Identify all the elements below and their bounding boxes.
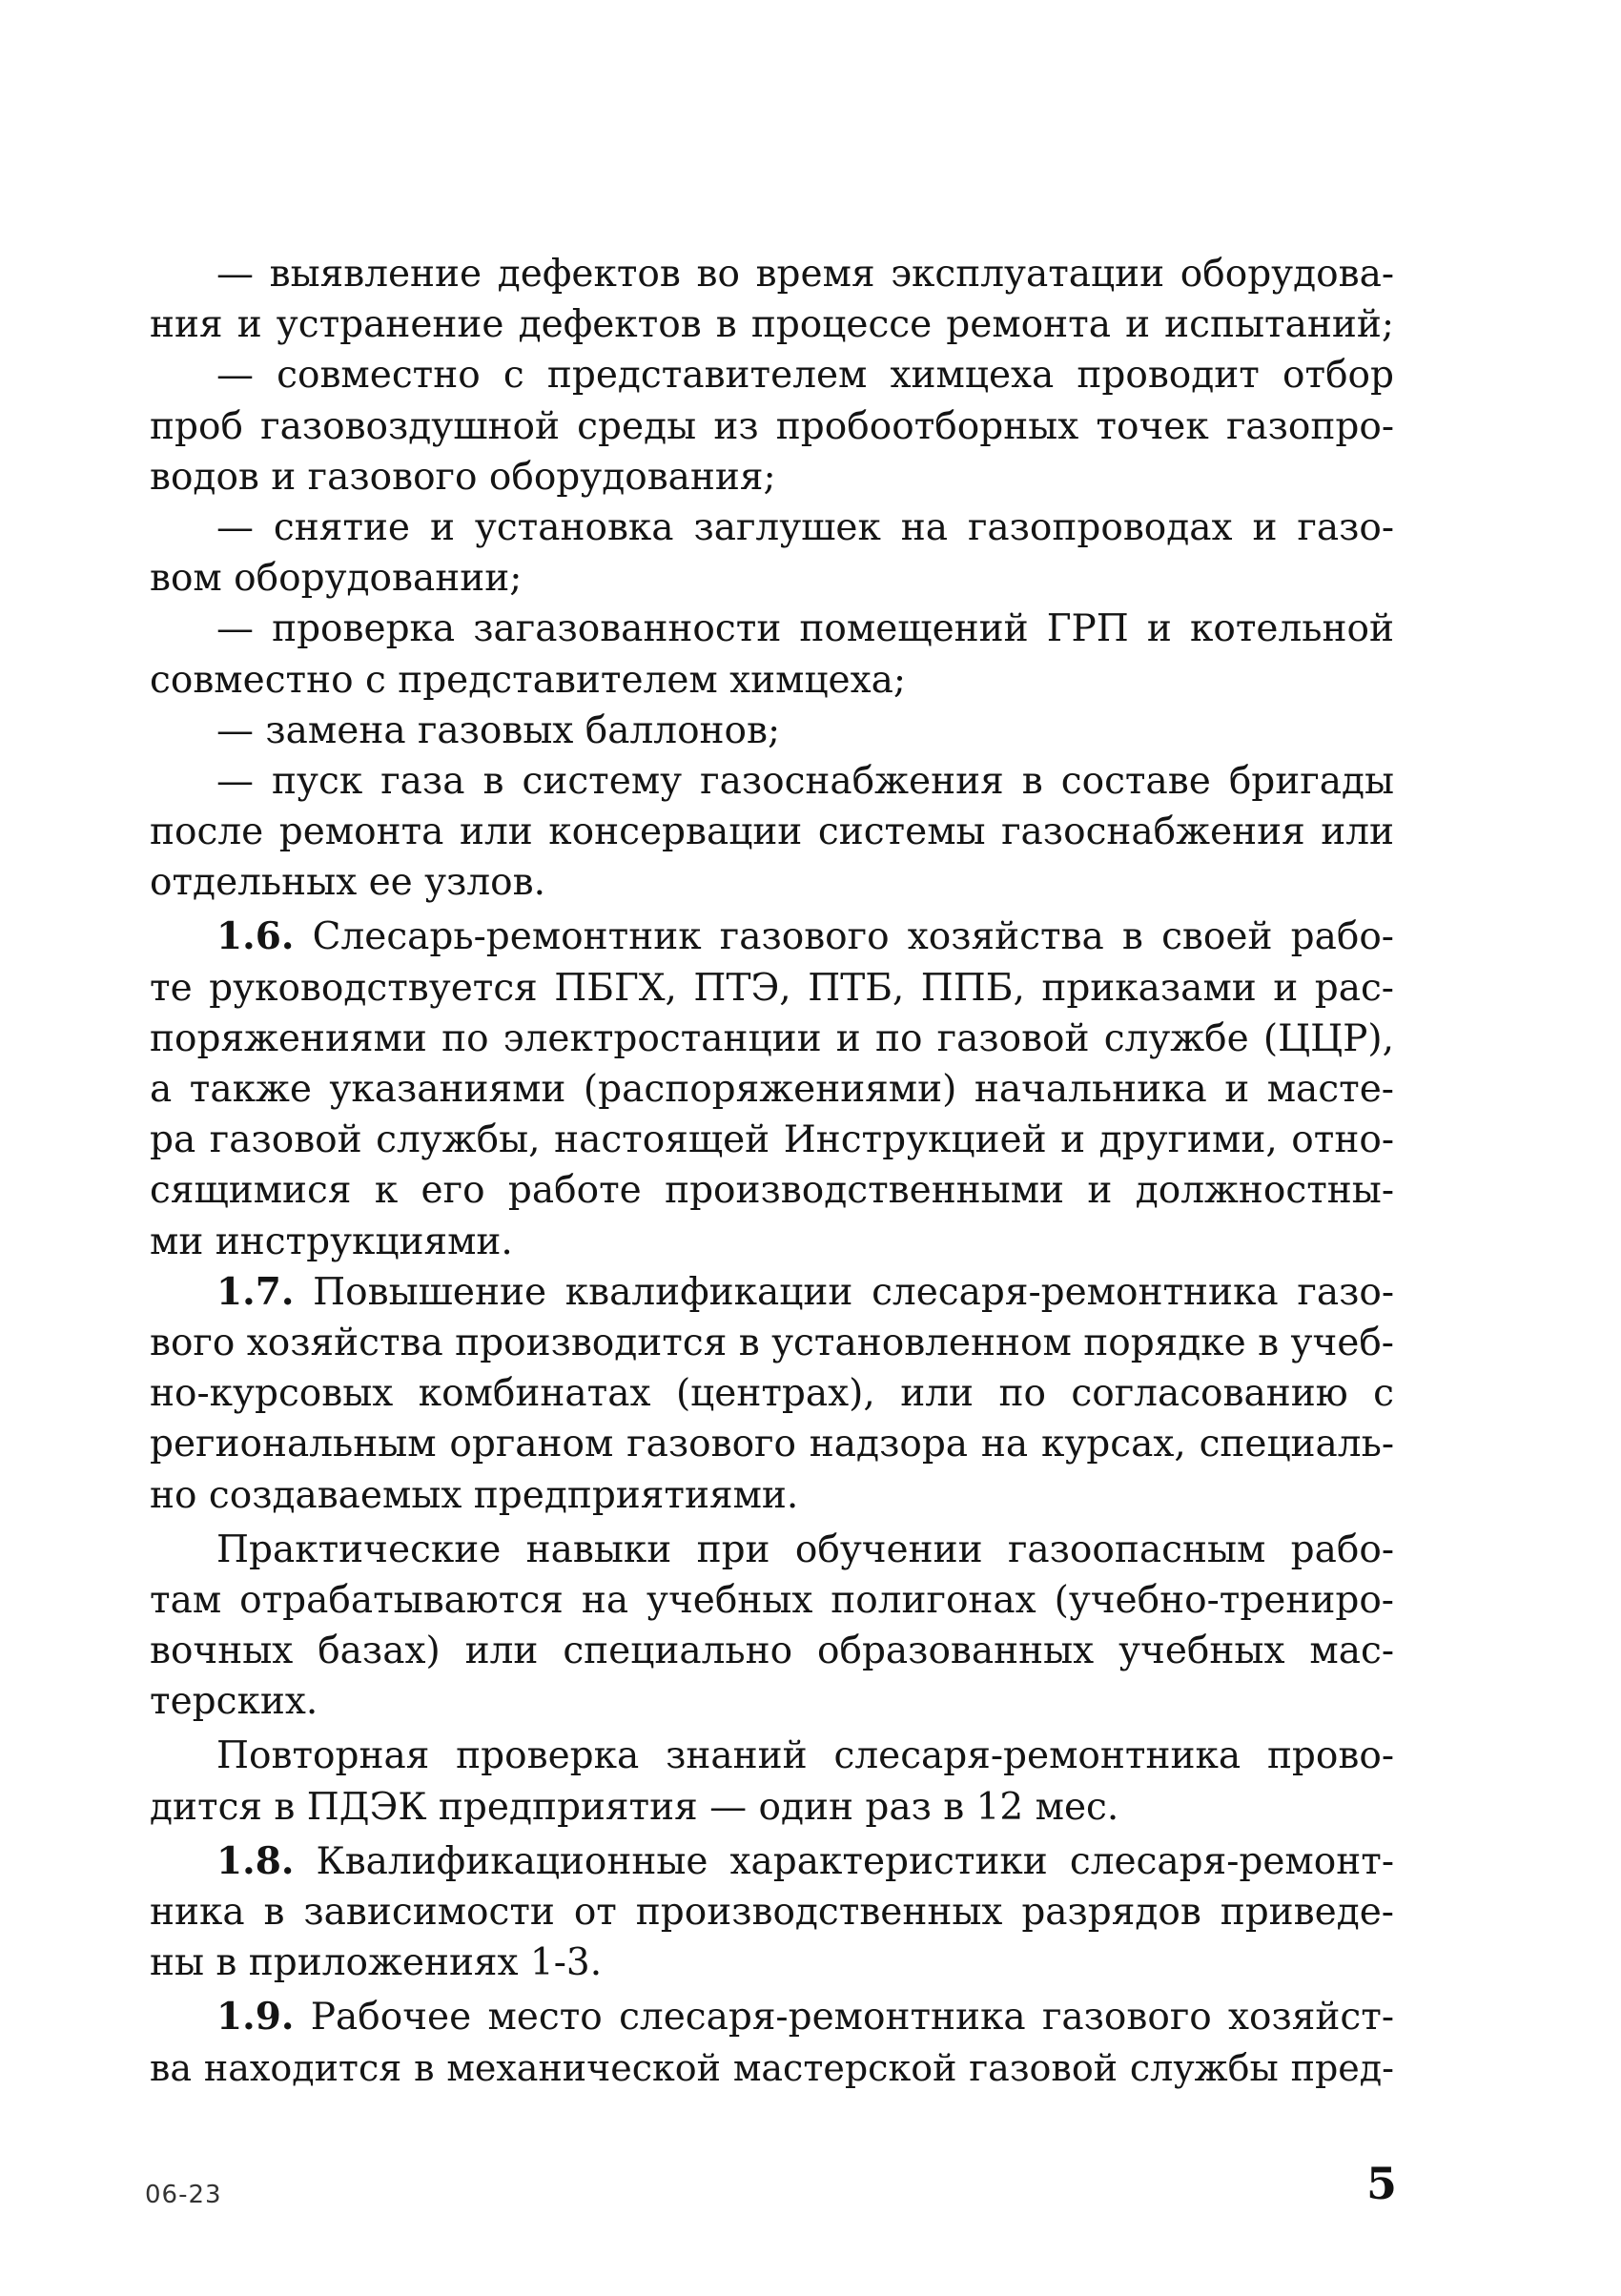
text-line: совместно с представителем химцеха; bbox=[150, 658, 907, 702]
footer-code: 06-23 bbox=[145, 2181, 222, 2209]
text-line: вочных базах) или специально образованных учебных мас- bbox=[150, 1630, 1394, 1673]
paragraph-1-6-first-line bbox=[150, 912, 1394, 962]
paragraph-first-line: Повторная проверка знаний слесаря-ремонтника прово- bbox=[216, 1734, 1394, 1778]
list-item-line: — снятие и установка заглушек на газопроводах и газо- bbox=[216, 505, 1394, 549]
text-fragment: Рабочее место слесаря-ремонтника газового хозяйст- bbox=[310, 1996, 1394, 2040]
paragraph-1-7-first-line bbox=[150, 1267, 1394, 1318]
text-line: но создаваемых предприятиями. bbox=[150, 1473, 799, 1517]
paragraph-first-line: Практические навыки при обучении газоопасным рабо- bbox=[216, 1527, 1394, 1571]
text-line: поряжениями по электростанции и по газовой службе (ЦЦР), bbox=[150, 1016, 1394, 1060]
list-item-line: — совместно с представителем химцеха проводит отбор bbox=[216, 354, 1394, 398]
text-line: ра газовой службы, настоящей Инструкцией и другими, отно- bbox=[150, 1118, 1394, 1162]
list-item-line: — выявление дефектов во время эксплуатации оборудова- bbox=[216, 253, 1394, 296]
text-line: водов и газового оборудования; bbox=[150, 455, 776, 499]
text-line: а также указаниями (распоряжениями) начальника и масте- bbox=[150, 1068, 1394, 1111]
paragraph-1-8-first-line bbox=[150, 1836, 1394, 1887]
paragraph-1-9-first-line bbox=[150, 1992, 1394, 2042]
text-line: дится в ПДЭК предприятия — один раз в 12 мес. bbox=[150, 1785, 1119, 1829]
text-line: ми инструкциями. bbox=[150, 1220, 513, 1263]
page-number: 5 bbox=[1366, 2158, 1398, 2209]
text-line: после ремонта или консервации системы газоснабжения или bbox=[150, 810, 1394, 854]
text-line: ва находится в механической мастерской газовой службы пред- bbox=[150, 2046, 1394, 2089]
section-number-1-9: 1.9. bbox=[216, 1995, 295, 2040]
section-number-1-6: 1.6. bbox=[216, 914, 295, 959]
text-line: региональным органом газового надзора на курсах, специаль- bbox=[150, 1423, 1394, 1466]
text-fragment: Слесарь-ремонтник газового хозяйства в своей рабо- bbox=[312, 915, 1394, 959]
text-line: вого хозяйства производится в установленном порядке в учеб- bbox=[150, 1321, 1394, 1364]
body-text bbox=[150, 249, 1394, 2094]
text-line: терских. bbox=[150, 1680, 318, 1724]
text-line: ния и устранение дефектов в процессе ремонта и испытаний; bbox=[150, 303, 1394, 347]
text-line: ны в приложениях 1-3. bbox=[150, 1941, 603, 1985]
list-item-line: — проверка загазованности помещений ГРП и котельной bbox=[216, 607, 1394, 651]
section-number-1-7: 1.7. bbox=[216, 1269, 295, 1314]
text-line: проб газовоздушной среды из пробоотборных точек газопро- bbox=[150, 404, 1394, 448]
list-item-line: — пуск газа в систему газоснабжения в составе бригады bbox=[216, 759, 1394, 803]
text-line: те руководствуется ПБГХ, ПТЭ, ПТБ, ППБ, приказами и рас- bbox=[150, 966, 1394, 1010]
text-line: ника в зависимости от производственных разрядов приведе- bbox=[150, 1891, 1394, 1934]
text-line: но-курсовых комбинатах (центрах), или по согласованию с bbox=[150, 1372, 1394, 1416]
text-line: там отрабатываются на учебных полигонах (учебно-трениро- bbox=[150, 1578, 1394, 1622]
text-fragment: Повышение квалификации слесаря-ремонтника газо- bbox=[313, 1270, 1394, 1314]
text-line: вом оборудовании; bbox=[150, 557, 523, 601]
text-fragment: Квалификационные характеристики слесаря-ремонт- bbox=[316, 1839, 1394, 1883]
list-item-line: — замена газовых баллонов; bbox=[216, 708, 781, 752]
section-number-1-8: 1.8. bbox=[216, 1838, 295, 1883]
text-line: отдельных ее узлов. bbox=[150, 861, 545, 905]
text-line: сящимися к его работе производственными и должностны- bbox=[150, 1169, 1394, 1213]
